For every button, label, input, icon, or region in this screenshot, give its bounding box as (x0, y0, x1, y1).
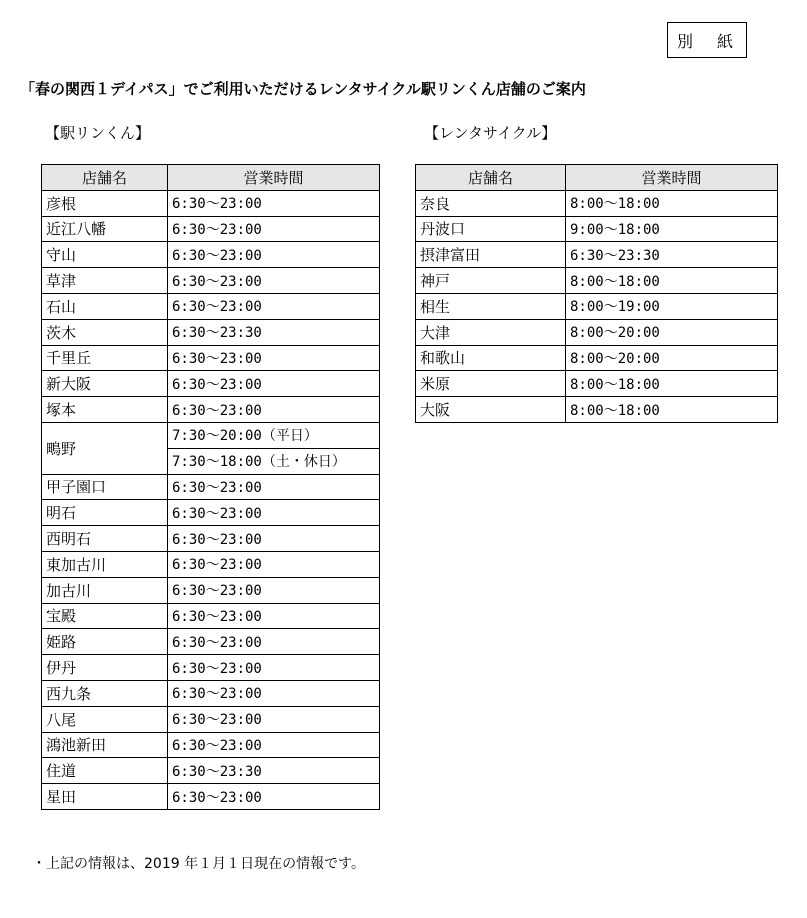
table-row (416, 216, 778, 242)
hours-cell: 6:30～23:00 (168, 655, 380, 681)
store-name-cell: 和歌山 (416, 345, 566, 371)
hours-cell: 8:00～20:00 (566, 319, 778, 345)
table-row (42, 242, 380, 268)
table-row (42, 577, 380, 603)
store-name-cell: 石山 (42, 293, 168, 319)
hours-cell: 6:30～23:00 (168, 371, 380, 397)
hours-cell: 8:00～18:00 (566, 397, 778, 423)
hours-cell: 9:00～18:00 (566, 216, 778, 242)
table-row (42, 190, 380, 216)
table-header-row (42, 165, 380, 191)
table-row (42, 758, 380, 784)
table-row (42, 500, 380, 526)
store-name-cell: 茨木 (42, 319, 168, 345)
hours-cell: 8:00～19:00 (566, 293, 778, 319)
store-name-cell: 大阪 (416, 397, 566, 423)
store-name-cell: 住道 (42, 758, 168, 784)
table-row (42, 422, 380, 448)
store-name-cell: 明石 (42, 500, 168, 526)
store-name-cell: 星田 (42, 784, 168, 810)
store-name-cell: 相生 (416, 293, 566, 319)
store-name-cell: 東加古川 (42, 551, 168, 577)
table-row (42, 216, 380, 242)
table-row (416, 293, 778, 319)
store-name-cell: 西九条 (42, 680, 168, 706)
store-name-cell: 伊丹 (42, 655, 168, 681)
ekirin-section-label: 【駅リンくん】 (45, 124, 151, 142)
store-name-cell: 守山 (42, 242, 168, 268)
hours-cell: 6:30～23:00 (168, 629, 380, 655)
store-name-cell: 加古川 (42, 577, 168, 603)
table-row (416, 319, 778, 345)
store-name-cell: 摂津富田 (416, 242, 566, 268)
header-store-name: 店舗名 (42, 165, 168, 191)
store-name-cell: 甲子園口 (42, 474, 168, 500)
hours-cell: 6:30～23:00 (168, 474, 380, 500)
hours-cell: 6:30～23:00 (168, 577, 380, 603)
hours-cell: 6:30～23:30 (168, 758, 380, 784)
store-name-cell: 新大阪 (42, 371, 168, 397)
table-row (416, 268, 778, 294)
table-row (42, 371, 380, 397)
document-title: 「春の関西１デイパス」でご利用いただけるレンタサイクル駅リンくん店舗のご案内 (20, 80, 586, 98)
appendix-label: 別 紙 (667, 22, 747, 58)
hours-cell: 6:30～23:00 (168, 732, 380, 758)
store-name-cell: 塚本 (42, 397, 168, 423)
hours-cell: 6:30～23:00 (168, 216, 380, 242)
hours-cell: 6:30～23:00 (168, 293, 380, 319)
store-name-cell: 丹波口 (416, 216, 566, 242)
store-name-cell: 神戸 (416, 268, 566, 294)
table-row (42, 784, 380, 810)
header-hours: 営業時間 (168, 165, 380, 191)
hours-cell: 7:30～18:00（土・休日） (168, 448, 380, 474)
table-row (42, 551, 380, 577)
rental-store-table (415, 164, 778, 423)
hours-cell: 6:30～23:00 (168, 268, 380, 294)
table-row (42, 603, 380, 629)
hours-cell: 8:00～18:00 (566, 371, 778, 397)
hours-cell: 6:30～23:00 (168, 706, 380, 732)
table-row (416, 371, 778, 397)
hours-cell: 6:30～23:30 (566, 242, 778, 268)
store-name-cell: 草津 (42, 268, 168, 294)
store-name-cell: 宝殿 (42, 603, 168, 629)
table-row (42, 526, 380, 552)
table-row (42, 293, 380, 319)
table-header-row (416, 165, 778, 191)
table-row (42, 268, 380, 294)
table-row (416, 397, 778, 423)
store-name-cell: 奈良 (416, 190, 566, 216)
table-row (416, 345, 778, 371)
header-hours: 営業時間 (566, 165, 778, 191)
table-row (42, 680, 380, 706)
store-name-cell: 鴻池新田 (42, 732, 168, 758)
hours-cell: 8:00～18:00 (566, 268, 778, 294)
hours-cell: 7:30～20:00（平日） (168, 422, 380, 448)
table-row (42, 655, 380, 681)
hours-cell: 6:30～23:30 (168, 319, 380, 345)
store-name-cell: 大津 (416, 319, 566, 345)
hours-cell: 6:30～23:00 (168, 603, 380, 629)
table-row (42, 319, 380, 345)
store-name-cell: 姫路 (42, 629, 168, 655)
store-name-cell: 近江八幡 (42, 216, 168, 242)
store-name-cell: 彦根 (42, 190, 168, 216)
hours-cell: 6:30～23:00 (168, 190, 380, 216)
hours-cell: 8:00～18:00 (566, 190, 778, 216)
store-name-cell: 鴫野 (42, 422, 168, 474)
table-row (42, 397, 380, 423)
table-row (416, 190, 778, 216)
hours-cell: 6:30～23:00 (168, 397, 380, 423)
table-row (42, 629, 380, 655)
hours-cell: 8:00～20:00 (566, 345, 778, 371)
hours-cell: 6:30～23:00 (168, 551, 380, 577)
hours-cell: 6:30～23:00 (168, 345, 380, 371)
store-name-cell: 八尾 (42, 706, 168, 732)
table-row (42, 706, 380, 732)
table-row (42, 474, 380, 500)
table-row (416, 242, 778, 268)
store-name-cell: 米原 (416, 371, 566, 397)
hours-cell: 6:30～23:00 (168, 784, 380, 810)
rental-section-label: 【レンタサイクル】 (424, 124, 557, 142)
hours-cell: 6:30～23:00 (168, 500, 380, 526)
hours-cell: 6:30～23:00 (168, 242, 380, 268)
table-row (42, 345, 380, 371)
hours-cell: 6:30～23:00 (168, 680, 380, 706)
store-name-cell: 千里丘 (42, 345, 168, 371)
hours-cell: 6:30～23:00 (168, 526, 380, 552)
header-store-name: 店舗名 (416, 165, 566, 191)
table-row (42, 732, 380, 758)
store-name-cell: 西明石 (42, 526, 168, 552)
footnote: ・上記の情報は、2019 年１月１日現在の情報です。 (32, 856, 365, 872)
ekirin-store-table (41, 164, 380, 810)
